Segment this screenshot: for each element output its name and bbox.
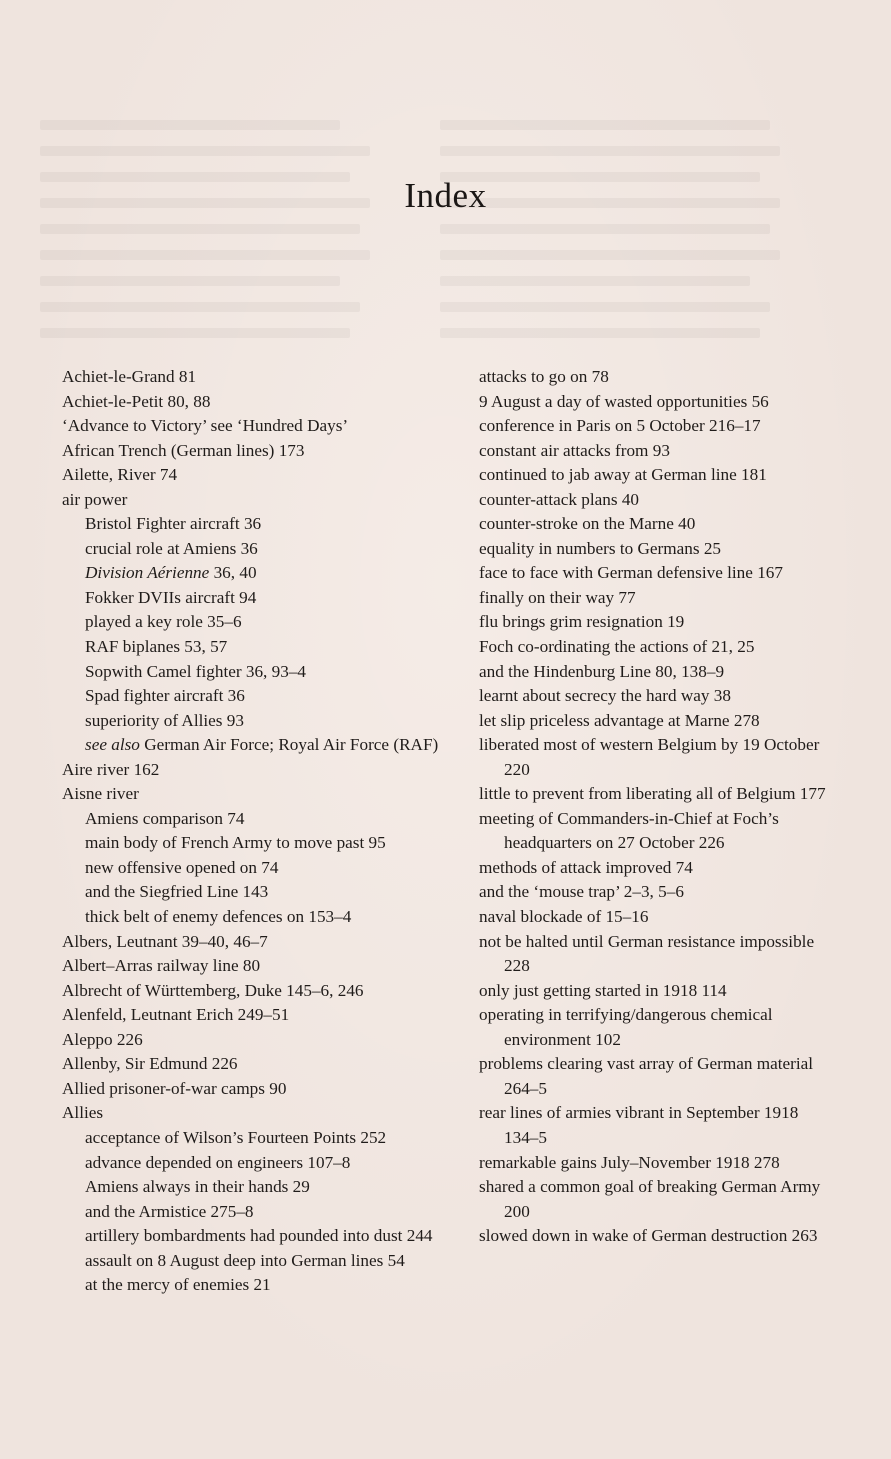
index-subentry — [62, 684, 440, 709]
index-entry — [62, 1101, 440, 1126]
index-entry-text: Foch co-ordinating the actions of 21, 25 — [479, 637, 755, 657]
index-entry — [479, 930, 829, 979]
index-subentry — [62, 856, 440, 881]
index-entry-text: slowed down in wake of German destruction 263 — [479, 1226, 818, 1246]
index-entry — [479, 635, 829, 660]
index-subentry — [62, 709, 440, 734]
index-entry — [479, 1052, 829, 1101]
index-entry — [479, 1224, 829, 1249]
index-entry — [62, 365, 440, 390]
index-entry — [479, 414, 829, 439]
index-entry-text: main body of French Army to move past 95 — [85, 833, 386, 853]
index-entry-text: 36, 40 — [209, 563, 257, 583]
index-entry-text: played a key role 35–6 — [85, 612, 242, 632]
index-entry — [62, 1077, 440, 1102]
index-entry-text: learnt about secrecy the hard way 38 — [479, 686, 731, 706]
index-entry-text: Achiet-le-Petit 80, 88 — [62, 391, 211, 411]
index-subentry — [62, 537, 440, 562]
index-entry-text: constant air attacks from 93 — [479, 440, 670, 460]
index-entry — [62, 439, 440, 464]
index-entry — [62, 1028, 440, 1053]
index-subentry — [62, 1249, 440, 1274]
index-subentry — [62, 1175, 440, 1200]
index-entry-text: and the Armistice 275–8 — [85, 1201, 254, 1221]
index-entry-text: 9 August a day of wasted opportunities 56 — [479, 391, 769, 411]
index-entry-text: continued to jab away at German line 181 — [479, 465, 767, 485]
index-entry — [479, 1175, 829, 1224]
index-subentry — [62, 1224, 440, 1249]
index-entry-text: Allies — [62, 1103, 104, 1123]
index-entry — [479, 905, 829, 930]
index-entry-text: Amiens comparison 74 — [85, 808, 245, 828]
index-entry — [62, 1052, 440, 1077]
index-entry — [62, 782, 440, 807]
index-entry — [62, 979, 440, 1004]
index-entry-text: shared a common goal of breaking German Army 200 — [479, 1177, 821, 1221]
index-column-right — [479, 365, 829, 1249]
index-entry-text: Albers, Leutnant 39–40, 46–7 — [62, 931, 268, 951]
index-entry-italic: see also — [85, 735, 140, 755]
index-entry-text: ‘Advance to Victory’ see ‘Hundred Days’ — [62, 416, 349, 436]
index-entry-text: Sopwith Camel fighter 36, 93–4 — [85, 661, 307, 681]
index-entry-text: Fokker DVIIs aircraft 94 — [85, 587, 257, 607]
index-entry-text: and the ‘mouse trap’ 2–3, 5–6 — [479, 882, 684, 902]
index-entry — [479, 880, 829, 905]
index-entry-text: liberated most of western Belgium by 19 October 220 — [479, 735, 820, 779]
index-entry — [62, 1003, 440, 1028]
index-entry-text: and the Hindenburg Line 80, 138–9 — [479, 661, 725, 681]
index-entry-text: flu brings grim resignation 19 — [479, 612, 685, 632]
index-entry-text: rear lines of armies vibrant in September 1918 134–5 — [479, 1103, 799, 1147]
index-entry-text: only just getting started in 1918 114 — [479, 980, 727, 1000]
index-entry-text: operating in terrifying/dangerous chemical environment 102 — [479, 1005, 773, 1049]
index-entry-text: and the Siegfried Line 143 — [85, 882, 269, 902]
index-entry — [479, 390, 829, 415]
index-entry-text: Aisne river — [62, 784, 139, 804]
index-entry-text: conference in Paris on 5 October 216–17 — [479, 416, 761, 436]
index-entry-italic: Division Aérienne — [85, 563, 210, 583]
index-entry-text: Albrecht of Württemberg, Duke 145–6, 246 — [62, 980, 364, 1000]
index-entry — [479, 488, 829, 513]
index-subentry — [62, 512, 440, 537]
index-entry-text: Achiet-le-Grand 81 — [62, 367, 197, 386]
index-entry-text: at the mercy of enemies 21 — [85, 1275, 271, 1295]
index-subentry — [62, 561, 440, 586]
index-subentry — [62, 635, 440, 660]
index-entry-text: let slip priceless advantage at Marne 278 — [479, 710, 760, 730]
index-subentry — [62, 733, 440, 758]
index-entry-text: Amiens always in their hands 29 — [85, 1177, 310, 1197]
index-subentry — [62, 807, 440, 832]
index-column-left — [62, 365, 440, 1298]
index-entry-text: attacks to go on 78 — [479, 367, 609, 386]
index-entry — [479, 1151, 829, 1176]
index-entry-text: counter-stroke on the Marne 40 — [479, 514, 696, 534]
index-entry — [62, 930, 440, 955]
index-entry — [62, 463, 440, 488]
index-entry-text: thick belt of enemy defences on 153–4 — [85, 907, 352, 927]
index-entry-text: artillery bombardments had pounded into dust 244 — [85, 1226, 433, 1246]
index-entry — [479, 709, 829, 734]
index-entry-text: Albert–Arras railway line 80 — [62, 956, 261, 976]
index-entry-text: equality in numbers to Germans 25 — [479, 538, 722, 558]
index-entry-text: remarkable gains July–November 1918 278 — [479, 1152, 780, 1172]
index-entry-text: counter-attack plans 40 — [479, 489, 640, 509]
index-entry-text: Aire river 162 — [62, 759, 160, 779]
index-subentry — [62, 1200, 440, 1225]
index-entry — [479, 537, 829, 562]
index-entry-text: Allenby, Sir Edmund 226 — [62, 1054, 238, 1074]
index-entry-text: Aleppo 226 — [62, 1029, 143, 1049]
index-subentry — [62, 1151, 440, 1176]
index-entry — [479, 1101, 829, 1150]
index-entry-text: methods of attack improved 74 — [479, 857, 693, 877]
index-entry — [479, 610, 829, 635]
index-entry — [479, 512, 829, 537]
index-entry-text: new offensive opened on 74 — [85, 857, 279, 877]
index-entry-text: German Air Force; Royal Air Force (RAF) — [139, 735, 439, 755]
index-entry-text: Alenfeld, Leutnant Erich 249–51 — [62, 1005, 290, 1025]
index-entry-text: Ailette, River 74 — [62, 465, 178, 485]
index-entry-text: RAF biplanes 53, 57 — [85, 637, 228, 657]
index-entry-text: advance depended on engineers 107–8 — [85, 1152, 351, 1172]
index-entry-text: African Trench (German lines) 173 — [62, 440, 305, 460]
index-entry-text: Bristol Fighter aircraft 36 — [85, 514, 262, 534]
index-entry — [479, 365, 829, 390]
index-entry — [62, 390, 440, 415]
index-subentry — [62, 586, 440, 611]
index-entry — [479, 807, 829, 856]
index-entry — [479, 1003, 829, 1052]
index-subentry — [62, 610, 440, 635]
index-entry — [479, 733, 829, 782]
index-entry-text: problems clearing vast array of German material 264–5 — [479, 1054, 814, 1098]
index-entry-text: naval blockade of 15–16 — [479, 907, 649, 927]
index-entry — [479, 660, 829, 685]
index-subentry — [62, 880, 440, 905]
index-entry — [479, 463, 829, 488]
index-entry — [62, 488, 440, 513]
index-entry — [479, 439, 829, 464]
index-entry — [479, 782, 829, 807]
index-subentry — [62, 660, 440, 685]
index-entry-text: assault on 8 August deep into German lines 54 — [85, 1250, 405, 1270]
index-entry-text: superiority of Allies 93 — [85, 710, 244, 730]
index-entry — [479, 561, 829, 586]
index-entry — [479, 979, 829, 1004]
index-entry-text: Allied prisoner-of-war camps 90 — [62, 1078, 287, 1098]
index-entry-text: crucial role at Amiens 36 — [85, 538, 258, 558]
index-entry-text: face to face with German defensive line 167 — [479, 563, 783, 583]
index-subentry — [62, 905, 440, 930]
index-subentry — [62, 1273, 440, 1298]
index-entry — [479, 856, 829, 881]
index-entry-text: meeting of Commanders-in-Chief at Foch’s headquarters on 27 October 226 — [479, 808, 779, 853]
index-entry-text: finally on their way 77 — [479, 587, 636, 607]
index-subentry — [62, 1126, 440, 1151]
index-entry-text: Spad fighter aircraft 36 — [85, 686, 245, 706]
index-entry-text: little to prevent from liberating all of Belgium 177 — [479, 784, 826, 804]
index-subentry — [62, 831, 440, 856]
index-entry — [62, 954, 440, 979]
index-entry-text: not be halted until German resistance impossible 228 — [479, 931, 815, 976]
index-entry — [62, 758, 440, 783]
index-entry — [62, 414, 440, 439]
index-entry-text: acceptance of Wilson’s Fourteen Points 252 — [85, 1127, 387, 1147]
index-entry — [479, 684, 829, 709]
index-entry — [479, 586, 829, 611]
index-entry-text: air power — [62, 489, 128, 509]
page-title: Index — [404, 176, 487, 215]
